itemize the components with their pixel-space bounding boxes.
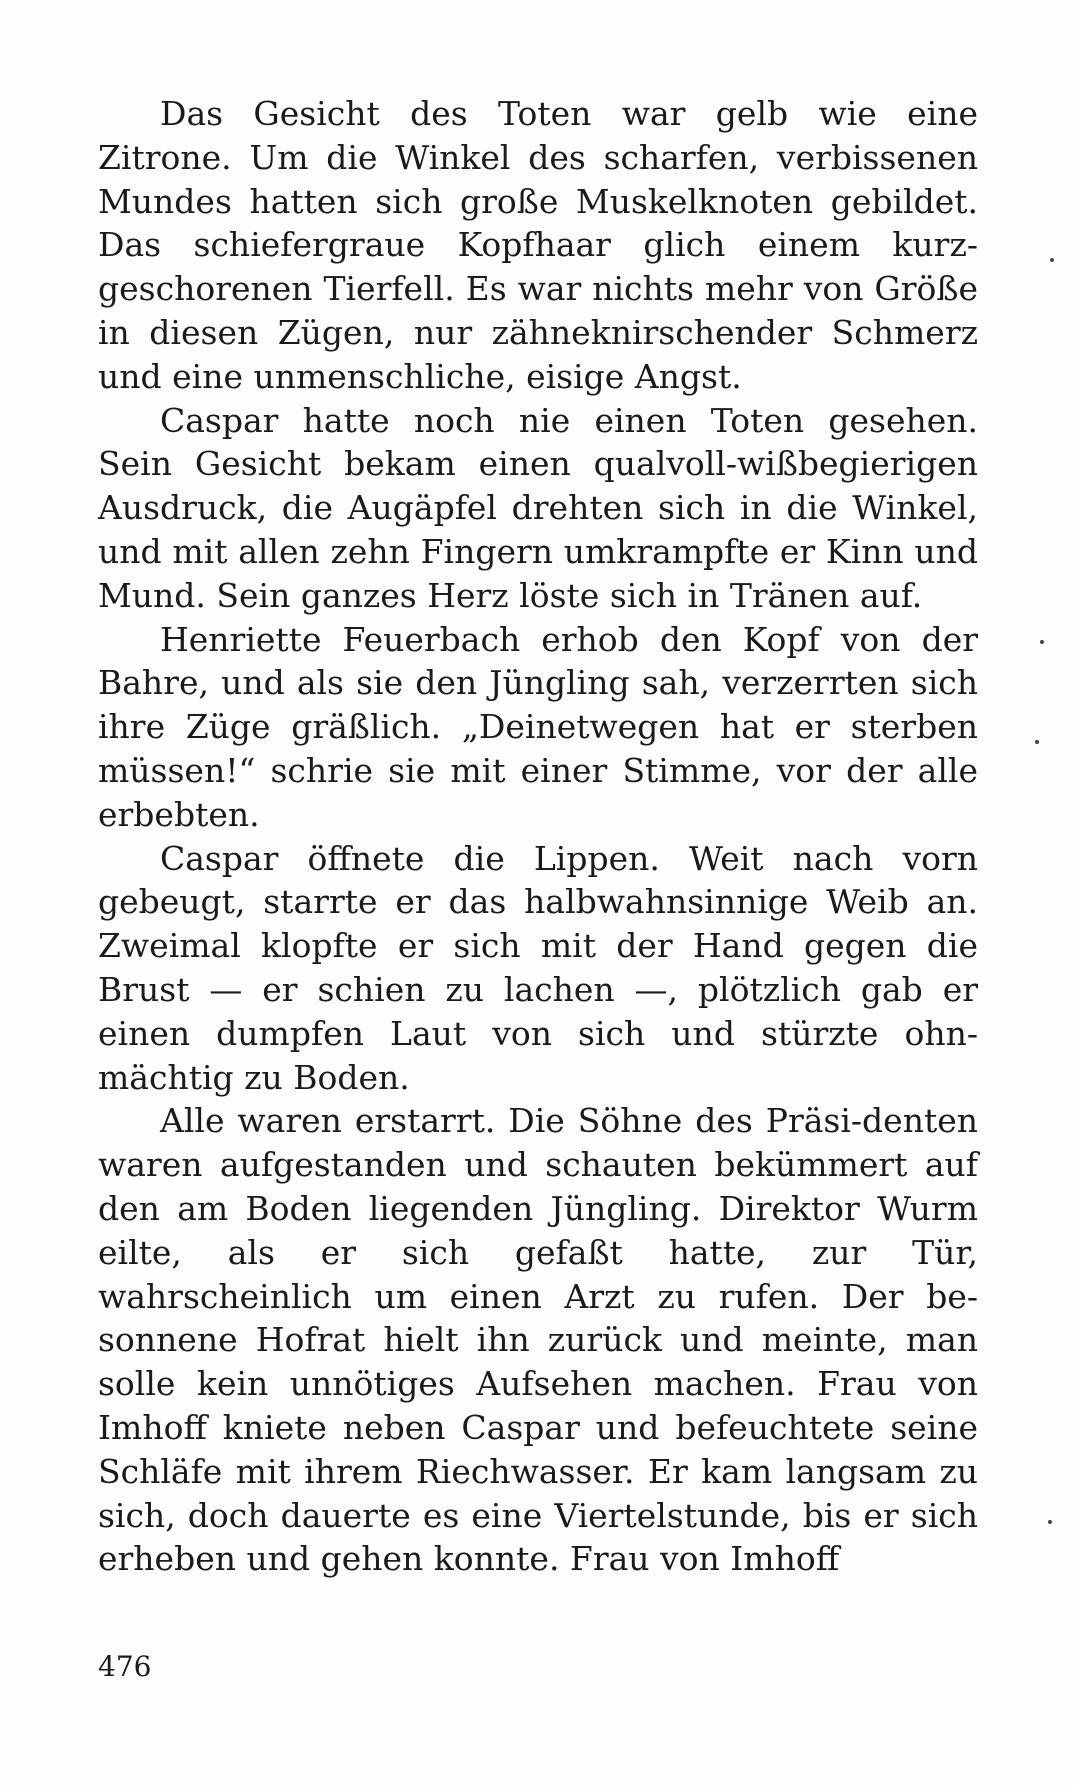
paragraph-2: Caspar hatte noch nie einen Toten gesehen. Sein Gesicht bekam einen qualvoll-wißbegierigen Ausdruck, die Augäpfel drehten sich in die Winkel, und mit allen zehn Fingern umkrampfte er Kinn und Mund. Sein ganzes Herz löste sich in Tränen auf. bbox=[98, 400, 978, 615]
scan-speck bbox=[1035, 740, 1039, 744]
paragraph-3: Henriette Feuerbach erhob den Kopf von der Bahre, und als sie den Jüngling sah, verzerrten sich ihre Züge gräßlich. „Deinetwegen hat er sterben müssen!“ schrie sie mit einer Stimme, vor der alle erbebten. bbox=[98, 619, 978, 834]
scan-speck bbox=[1050, 258, 1054, 262]
paragraph-1: Das Gesicht des Toten war gelb wie eine Zitrone. Um die Winkel des scharfen, verbissenen Mundes hatten sich große Muskelknoten gebildet. Das schiefergraue Kopfhaar glich einem kurz-geschorenen Tierfell. Es war nichts mehr von Größe in diesen Zügen, nur zähneknirschender Schmerz und eine unmenschliche, eisige Angst. bbox=[98, 94, 978, 396]
scan-speck bbox=[1040, 640, 1044, 644]
paragraph-4: Caspar öffnete die Lippen. Weit nach vorn gebeugt, starrte er das halbwahnsinnige Weib an. Zweimal klopfte er sich mit der Hand gegen die Brust — er schien zu lachen —, plötzlich gab er einen dumpfen Laut von sich und stürzte ohn-mächtig zu Boden. bbox=[98, 838, 978, 1097]
page-number: 476 bbox=[98, 1650, 152, 1683]
scan-speck bbox=[1048, 1520, 1052, 1524]
body-text bbox=[98, 92, 978, 1581]
paragraph-5: Alle waren erstarrt. Die Söhne des Präsi-denten waren aufgestanden und schauten bekümmert auf den am Boden liegenden Jüngling. Direktor Wurm eilte, als er sich gefaßt hatte, zur Tür, wahrscheinlich um einen Arzt zu rufen. Der be-sonnene Hofrat hielt ihn zurück und meinte, man solle kein unnötiges Aufsehen machen. Frau von Imhoff kniete neben Caspar und befeuchtete seine Schläfe mit ihrem Riechwasser. Er kam langsam zu sich, doch dauerte es eine Viertelstunde, bis er sich erheben und gehen konnte. Frau von Imhoff bbox=[98, 1101, 978, 1579]
